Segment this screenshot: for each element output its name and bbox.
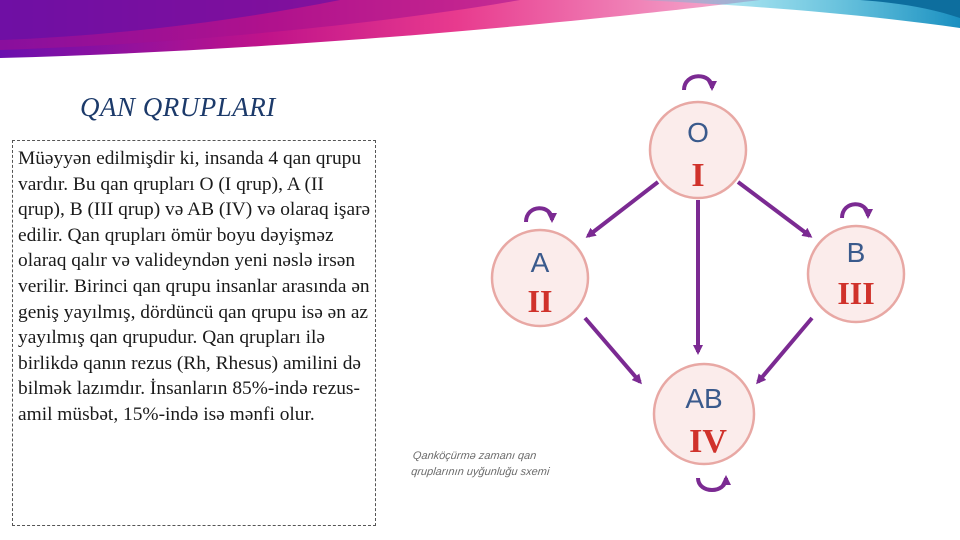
node-b xyxy=(808,226,904,322)
arrow-o-to-b xyxy=(738,182,810,236)
node-o xyxy=(650,102,746,198)
arrow-a-to-ab xyxy=(585,318,640,382)
node-b-numeral: III xyxy=(837,275,875,311)
caption-line-1: Qanköçürmə zamanı qan xyxy=(412,450,537,462)
self-loop-o-icon xyxy=(684,76,712,90)
node-o-letter: O xyxy=(687,117,709,148)
node-a xyxy=(492,230,588,326)
header-banner xyxy=(0,0,960,75)
node-ab xyxy=(654,364,754,464)
node-ab-letter: AB xyxy=(685,383,723,414)
node-ab-numeral: IV xyxy=(689,423,727,460)
slide-title: QAN QRUPLARI xyxy=(80,92,276,122)
arrow-o-to-a xyxy=(588,182,658,236)
arrow-b-to-ab xyxy=(758,318,812,382)
node-a-letter: A xyxy=(530,247,550,278)
diagram-caption xyxy=(410,448,628,480)
caption-line-2: qruplarının uyğunluğu sxemi xyxy=(410,466,550,478)
node-b-letter: B xyxy=(846,237,866,268)
self-loop-b-icon xyxy=(842,204,868,218)
self-loop-ab-icon xyxy=(698,478,726,490)
self-loop-a-icon xyxy=(526,208,552,222)
node-o-numeral: I xyxy=(691,157,705,194)
node-a-numeral: II xyxy=(527,283,553,319)
body-paragraph: Müəyyən edilmişdir ki, insanda 4 qan qrupu vardır. Bu qan qrupları O (I qrup), A (II qrup), B (III qrup) və AB (IV) və olaraq işarə edilir. Qan qrupları ömür boyu dəyişməz olaraq qalır və valideyndən yeni nəslə irsən verilir. Birinci qan qrupu insanlar arasında ən geniş yayılmış, dördüncü qan qrupu isə ən az yayılmış qan qrupudur. Qan qrupları ilə birlikdə qanın rezus (Rh, Rhesus) amilini də bilmək lazımdır. İnsanların 85%-ində rezus-amil müsbət, 15%-ində isə mənfi olur. xyxy=(18,148,371,425)
